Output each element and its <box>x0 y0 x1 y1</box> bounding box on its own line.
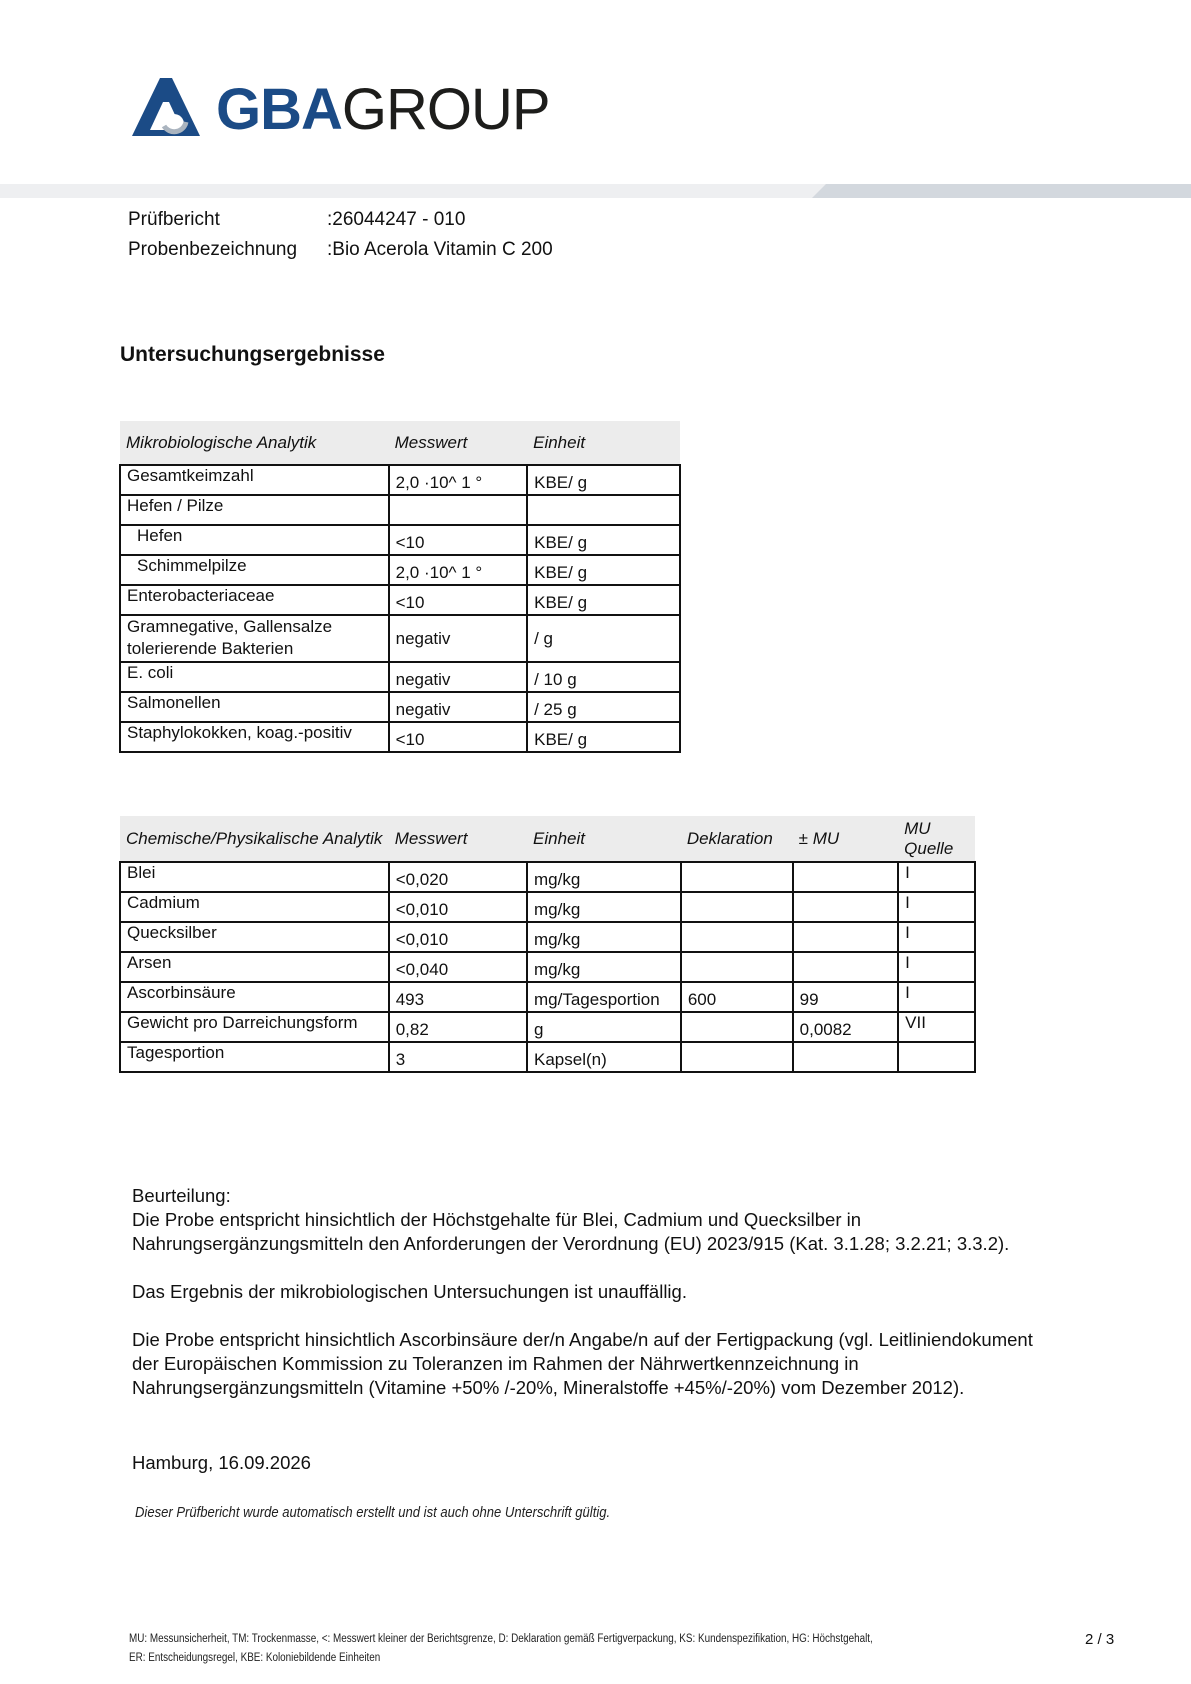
chem-value: 0,82 <box>389 1012 527 1042</box>
micro-unit: KBE/ g <box>527 465 680 495</box>
chem-unit: mg/Tagesportion <box>527 982 681 1012</box>
chem-mu <box>793 952 899 982</box>
chem-declaration <box>681 892 793 922</box>
micro-header-analytik: Mikrobiologische Analytik <box>120 421 389 465</box>
chem-mu: 0,0082 <box>793 1012 899 1042</box>
chem-mu <box>793 862 899 892</box>
footer-legend-line1: MU: Messunsicherheit, TM: Trockenmasse, <: Messwert kleiner der Berichtsgrenze, D: Deklaration gemäß Fertigverpackung, KS: Kundenspezifikation, HG: Höchstgehalt, <box>129 1633 873 1645</box>
chem-unit: mg/kg <box>527 862 681 892</box>
chem-unit: g <box>527 1012 681 1042</box>
chem-header-analytik: Chemische/Physikalische Analytik <box>120 816 389 862</box>
assessment-p3-line2: der Europäischen Kommission zu Toleranzen im Rahmen der Nährwertkennzeichnung in <box>132 1353 859 1374</box>
pruefbericht-label: Prüfbericht <box>128 209 220 230</box>
micro-table-header <box>120 421 680 465</box>
micro-value: negativ <box>389 692 528 722</box>
logo-group: GROUP <box>341 77 550 142</box>
table-row <box>120 892 975 922</box>
chem-unit: Kapsel(n) <box>527 1042 681 1072</box>
chem-mu-source: I <box>898 952 975 982</box>
micro-name: E. coli <box>120 662 389 692</box>
chem-unit: mg/kg <box>527 952 681 982</box>
table-row <box>120 585 680 615</box>
chem-mu-source: VII <box>898 1012 975 1042</box>
table-row <box>120 525 680 555</box>
micro-unit: KBE/ g <box>527 555 680 585</box>
chem-mu-source: I <box>898 922 975 952</box>
micro-name: Schimmelpilze <box>120 555 389 585</box>
section-title: Untersuchungsergebnisse <box>120 343 385 366</box>
micro-value: 2,0 ·10^ 1 ° <box>389 465 528 495</box>
micro-unit: / 25 g <box>527 692 680 722</box>
table-row <box>120 862 975 892</box>
micro-value: <10 <box>389 525 528 555</box>
chem-name: Blei <box>120 862 389 892</box>
chem-name: Cadmium <box>120 892 389 922</box>
page-number: 2 / 3 <box>1085 1631 1115 1648</box>
micro-unit: KBE/ g <box>527 722 680 752</box>
table-row <box>120 555 680 585</box>
chem-value: <0,020 <box>389 862 527 892</box>
place-date: Hamburg, 16.09.2026 <box>132 1452 311 1473</box>
chem-name: Gewicht pro Darreichungsform <box>120 1012 389 1042</box>
chem-table <box>119 816 976 1073</box>
micro-unit: KBE/ g <box>527 585 680 615</box>
micro-unit: / g <box>527 615 680 662</box>
table-row <box>120 722 680 752</box>
header-band-accent <box>812 184 1191 198</box>
micro-unit <box>527 495 680 525</box>
chem-value: <0,010 <box>389 892 527 922</box>
table-row <box>120 982 975 1012</box>
chem-mu-source <box>898 1042 975 1072</box>
probenbezeichnung-label: Probenbezeichnung <box>128 239 298 260</box>
assessment-p3-line1: Die Probe entspricht hinsichtlich Ascorbinsäure der/n Angabe/n auf der Fertigpackung (vgl. Leitliniendokument <box>132 1329 1033 1350</box>
micro-unit: / 10 g <box>527 662 680 692</box>
micro-name: Gesamtkeimzahl <box>120 465 389 495</box>
chem-declaration <box>681 922 793 952</box>
chem-mu <box>793 922 899 952</box>
micro-value: negativ <box>389 662 528 692</box>
chem-declaration <box>681 1042 793 1072</box>
chem-value: <0,040 <box>389 952 527 982</box>
micro-name: Staphylokokken, koag.-positiv <box>120 722 389 752</box>
chem-declaration: 600 <box>681 982 793 1012</box>
probenbezeichnung-value: :Bio Acerola Vitamin C 200 <box>327 239 553 260</box>
chem-mu-source: I <box>898 892 975 922</box>
micro-value: <10 <box>389 722 528 752</box>
chem-name: Arsen <box>120 952 389 982</box>
assessment-heading: Beurteilung: <box>132 1185 231 1206</box>
micro-header-einheit: Einheit <box>527 421 680 465</box>
micro-value <box>389 495 528 525</box>
assessment-p1-line1: Die Probe entspricht hinsichtlich der Höchstgehalte für Blei, Cadmium und Quecksilber in <box>132 1209 862 1230</box>
chem-value: 493 <box>389 982 527 1012</box>
chem-header-deklaration: Deklaration <box>681 816 793 862</box>
micro-value: 2,0 ·10^ 1 ° <box>389 555 528 585</box>
footer-legend-line2: ER: Entscheidungsregel, KBE: Koloniebildende Einheiten <box>129 1652 381 1664</box>
micro-header-messwert: Messwert <box>389 421 528 465</box>
chem-value: <0,010 <box>389 922 527 952</box>
micro-name: Enterobacteriaceae <box>120 585 389 615</box>
pruefbericht-value: :26044247 - 010 <box>327 209 466 230</box>
chem-mu-source: I <box>898 982 975 1012</box>
chem-name: Tagesportion <box>120 1042 389 1072</box>
micro-name: Hefen <box>120 525 389 555</box>
chem-header-mu-quelle: MU Quelle <box>898 816 975 862</box>
chem-header-einheit: Einheit <box>527 816 681 862</box>
auto-generated-note: Dieser Prüfbericht wurde automatisch erstellt und ist auch ohne Unterschrift gültig. <box>135 1505 611 1521</box>
micro-table <box>119 421 681 753</box>
logo-gba: GBA <box>216 77 342 142</box>
chem-name: Quecksilber <box>120 922 389 952</box>
chem-declaration <box>681 1012 793 1042</box>
chem-mu-source: I <box>898 862 975 892</box>
micro-value: negativ <box>389 615 528 662</box>
chem-header-mu: ± MU <box>793 816 899 862</box>
micro-value: <10 <box>389 585 528 615</box>
chem-declaration <box>681 862 793 892</box>
chem-unit: mg/kg <box>527 892 681 922</box>
chem-mu <box>793 892 899 922</box>
chem-value: 3 <box>389 1042 527 1072</box>
table-row <box>120 465 680 495</box>
table-row <box>120 952 975 982</box>
micro-name: Hefen / Pilze <box>120 495 389 525</box>
table-row <box>120 615 680 662</box>
chem-header-messwert: Messwert <box>389 816 527 862</box>
table-row <box>120 1042 975 1072</box>
gba-group-logo <box>130 76 560 144</box>
chem-table-header <box>120 816 975 862</box>
table-row <box>120 495 680 525</box>
chem-mu <box>793 1042 899 1072</box>
table-row <box>120 922 975 952</box>
assessment-p2: Das Ergebnis der mikrobiologischen Untersuchungen ist unauffällig. <box>132 1281 687 1302</box>
micro-unit: KBE/ g <box>527 525 680 555</box>
table-row <box>120 1012 975 1042</box>
logo-wordmark <box>216 76 550 144</box>
gba-logo-icon <box>130 78 206 138</box>
assessment-p3-line3: Nahrungsergänzungsmitteln (Vitamine +50% /-20%, Mineralstoffe +45%/-20%) vom Dezember 2012). <box>132 1377 965 1398</box>
chem-unit: mg/kg <box>527 922 681 952</box>
table-row <box>120 662 680 692</box>
chem-declaration <box>681 952 793 982</box>
chem-name: Ascorbinsäure <box>120 982 389 1012</box>
assessment-p1-line2: Nahrungsergänzungsmitteln den Anforderungen der Verordnung (EU) 2023/915 (Kat. 3.1.28; 3.2.21; 3.3.2). <box>132 1233 1010 1254</box>
chem-mu: 99 <box>793 982 899 1012</box>
micro-name: Gramnegative, Gallensalze tolerierende Bakterien <box>120 615 389 662</box>
micro-name: Salmonellen <box>120 692 389 722</box>
table-row <box>120 692 680 722</box>
